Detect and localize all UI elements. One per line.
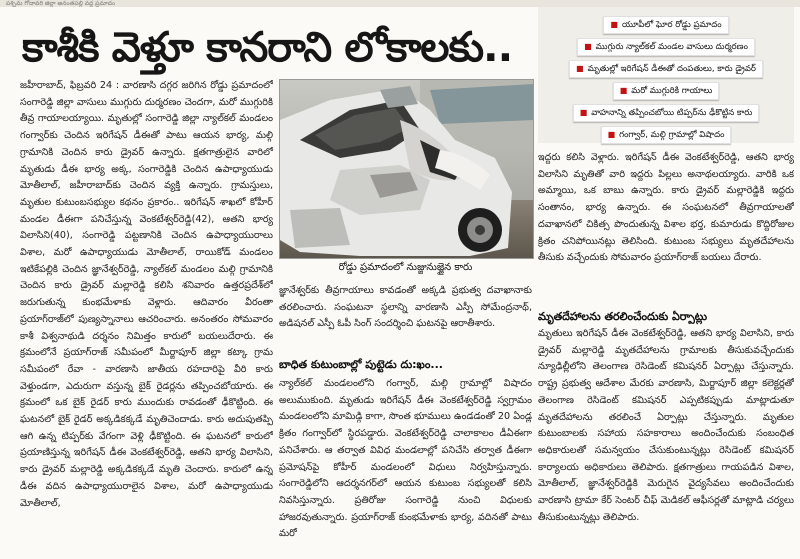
highlight-item: ■ యూపీలో ఘోర రోడ్డు ప్రమాదం: [538, 16, 794, 38]
article-paragraph: జహీరాబాద్‌, ఫిబ్రవరి 24 : వారణాసి దగ్గర జరిగిన రోడ్డు ప్రమాదంలో సంగారెడ్డి జిల్లా వాసులు ముగ్గురు దుర్మరణం చెందగా, మరో ముగ్గురికి తీవ్ర గాయాలయ్యాయి. మృతుల్లో సంగారెడ్డి జిల్లా న్యాల్‌కల్‌ మండలం గంగ్వార్‌కు చెందిన ఇరిగేషన్‌ డీఈతో పాటు ఆయన భార్య, మల్గి గ్రామానికి చెందిన కారు డ్రైవర్‌ ఉన్నారు. క్షతగాత్రులైన వారిలో మృతుడు డీఈ భార్య అక్క, సంగారెడ్డికి చెందిన ఉపాధ్యాయుడు మోతీలాల్‌, జహీరాబాద్‌కు చెందిన వ్యక్తి ఉన్నారు. గ్రామస్తులు, మృతుల కుటుంబసభ్యుల కథనం ప్రకారం.. ఇరిగేషన్‌ శాఖలో కోహీర్‌ మండల డీఈగా పనిచేస్తున్న వెంకటేశ్వర్‌రెడ్డి(42), ఆతని భార్య విలాసిని(40), సంగారెడ్డి పట్టణానికి చెందిన ఉపాధ్యాయురాలు విశాల, మరో ఉపాధ్యాయుడు మోతీలాల్‌, రాయికోడ్‌ మండలం ఇటికేపల్లికి చెందిన జ్ఞానేశ్వర్‌రెడ్డి, న్యాల్‌కల్‌ మండలం మల్గి గ్రామానికి చెందిన కారు డ్రైవర్‌ మల్లారెడ్డి కలిసి శనివారం ఉత్తరప్రదేశ్‌లో జరుగుతున్న కుంభమేళాకు వెళ్లారు. ఆదివారం వీరంతా ప్రయాగ్‌రాజ్‌లో పుణ్యస్నానాలు ఆచరించారు. అనంతరం సోమవారం కాశీ విశ్వనాథుడి దర్శనం నిమిత్తం కారులో బయలుదేరారు. ఈ క్రమంలోనే ప్రయాగ్‌రాజ్‌ సమీపంలో మీర్జాపూర్‌ జిల్లా కట్కా గ్రామ సమీపంలో రేవా - వారణాసి జాతీయ రహదారిపై వీరి కారు వెళ్తుండగా, ఎదురుగా వస్తున్న బైక్‌ రైడర్లను తప్పించబోయారు. ఈ క్రమంలో ఒక బైక్‌ రైడర్‌ కారు ముందుకు రావడంతో ఢీకొట్టింది. ఈ ఘటనలో బైక్‌ రైడర్‌ అక్కడికక్కడే మృతిచెందాడు. కారు అదుపుతప్పి ఆగి ఉన్న టిప్పర్‌కు వేగంగా వెళ్లి ఢీకొట్టింది. ఈ ఘటనలో కారులో ప్రయాణిస్తున్న ఇరిగేషన్‌ డీఈ వెంకటేశ్వర్‌రెడ్డి, ఆతని భార్య విలాసిని, కారు డ్రైవర్‌ మల్లారెడ్డి అక్కడికక్కడే మృతి చెందారు. కారులో ఉన్న డీఈ వదిన ఉపాధ్యాయురాలైన విశాల, మరో ఉపాధ్యాయుడు మోతీలాల్‌,: [20, 80, 273, 509]
bullet-icon: ■: [584, 42, 592, 51]
article-column-3b: [538, 326, 794, 559]
article-paragraph: జ్ఞానేశ్వర్‌కు తీవ్రగాయాలు కావడంతో అక్కడి ప్రభుత్వ దవాఖానాకు తరలించారు. సంఘటనా స్థలాన్ని వారణాసి ఎస్పీ సోమేంద్రనాథ్‌, అడిషనల్‌ ఎస్పీ ఓపీ సింగ్‌ సందర్శించి ఘటనపై ఆరాతీశారు.: [279, 285, 532, 330]
article-column-3a: [538, 150, 794, 302]
article-column-1: [20, 78, 273, 559]
bullet-icon: ■: [610, 20, 618, 29]
subheading-arrangements: మృతదేహాలను తరలించేందుకు ఏర్పాట్లు: [538, 310, 708, 323]
bullet-icon: ■: [576, 64, 584, 73]
article-column-2b: [279, 376, 532, 559]
highlight-item: ■ గంగ్వార్‌, మల్గి గ్రామాల్లో విషాదం: [538, 126, 794, 148]
photo-caption: రోడ్డు ప్రమాదంలో నుజ్జునుజ్జైన కారు: [338, 262, 473, 273]
article-paragraph: మృతులు ఇరిగేషన్‌ డీఈ వెంకటేశ్వర్‌రెడ్డి, ఆతని భార్య విలాసిని, కారు డ్రైవర్‌ మల్లారెడ్డి మృతదేహాలను గ్రామాలకు తీసుకువచ్చేందుకు న్యూఢిల్లీలోని తెలంగాణ రెసిడెంట్‌ కమిషనర్‌ ఏర్పాట్లు చేస్తున్నారు. రాష్ట్ర ప్రభుత్వ ఆదేశాల మేరకు వారణాసి, మిర్జాపూర్‌ జిల్లా కలెక్టర్లతో తెలంగాణ రెసిడెంట్‌ కమిషనర్‌ ఎప్పటికప్పుడు మాట్లాడుతూ మృతదేహాలను తరలించే ఏర్పాట్లు చేస్తున్నారు. మృతుల కుటుంబాలకు సహాయ సహకారాలు అందించేందుకు సంబంధిత అధికారులతో సమన్వయం చేసుకుంటున్నట్లు రెసిడెంట్‌ కమిషనర్‌ కార్యాలయ అధికారులు తెలిపారు. క్షతగాత్రులు గాయపడిన విశాల, మోతీలాల్‌, జ్ఞానేశ్వర్‌రెడ్డికి మెరుగైన వైద్యసేవలు అందించేందుకు వారణాసి ట్రామా కేర్‌ సెంటర్‌ చీఫ్‌ మెడికల్‌ ఆఫీసర్లతో మాట్లాడి చర్యలు తీసుకుంటున్నట్లు తెలిపారు.: [538, 328, 794, 523]
bullet-icon: ■: [619, 86, 628, 95]
subheading-grief: బాధిత కుటుంబాల్లో పుట్టెడు దు:ఖం...: [279, 358, 443, 371]
crashed-car-image: [280, 80, 533, 258]
top-strip: పశ్చిమ గోదావరి జిల్లా అనంతపల్లి వద్ద ప్రమాదం: [0, 0, 800, 7]
bullet-icon: ■: [607, 130, 616, 139]
bullet-icon: ■: [579, 108, 588, 117]
accident-photo: [279, 79, 534, 259]
article-column-2a: [279, 283, 532, 353]
highlight-item: ■ వాహనాన్ని తప్పించబోయి టిప్పర్‌ను ఢీకొట్టిన కారు: [538, 104, 794, 126]
article-paragraph: న్యాల్‌కల్‌ మండలంలోని గంగ్వార్‌, మల్గి గ్రామాల్లో విషాదం అలుముకుంది. మృతుడు ఇరిగేషన్‌ డీఈ వెంకటేశ్వర్‌రెడ్డి స్వగ్రామం మండలంలోని మామిడ్గి కాగా, సొంత భూములు ఉండడంతో 20 ఏండ్ల క్రితం గంగ్వార్‌లో స్థిరపడ్డారు. వెంకటేశ్వర్‌రెడ్డి చాలాకాలం డీఏఈగా పనిచేశారు. ఆ తర్వాత వివిధ మండలాల్లో పనిచేసి తర్వాత డీఈగా ప్రమోషన్‌పై కోహీర్‌ మండలంలో విధులు నిర్వహిస్తున్నారు. సంగారెడ్డిలోని ఆదర్శనగర్‌లో ఆయన కుటుంబ సభ్యులతో కలిసి నివసిస్తున్నారు. ప్రతిరోజు సంగారెడ్డి నుంచి విధులకు హాజరవుతున్నారు. ప్రయాగ్‌రాజ్‌ కుంభమేళాకు భార్య, వదినతో పాటు మరో: [279, 378, 532, 540]
headline: కాశీకి వెళ్తూ కానరాని లోకాలకు..: [22, 23, 513, 71]
highlights-box: [538, 7, 794, 143]
highlight-item: ■ మృతుల్లో ఇరిగేషన్‌ డీఈతో దంపతులు, కారు డ్రైవర్‌: [538, 60, 794, 82]
highlight-item: ■ మరో ముగ్గురికి గాయాలు: [538, 82, 794, 104]
highlight-item: ■ ముగ్గురు న్యాల్‌కల్‌ మండల వాసులు దుర్మరణం: [538, 38, 794, 60]
article-paragraph: ఇద్దరు కలిసి వెళ్లారు. ఇరిగేషన్‌ డీఈ వెంకటేశ్వర్‌రెడ్డి, ఆతని భార్య విలాసిని మృతితో వారి ఇద్దరు పిల్లలు అనాథలయ్యారు. వారికి ఒక అమ్మాయి, ఒక బాబు ఉన్నారు. కారు డ్రైవర్‌ మల్లారెడ్డికి ఇద్దరు సంతానం, భార్య ఉన్నారు. ఈ సంఘటనలో తీవ్రగాయాలతో దవాఖానలో చికిత్స పొందుతున్న విశాల భర్త, కుమారుడు కొద్దిరోజుల క్రితం చనిపోయినట్లు తెలిసింది. కుటుంబ సభ్యులు మృతదేహాలను తీసుకు వచ్చేందుకు సోమవారం ప్రయాగ్‌రాజ్‌ బయలు దేరారు.: [538, 152, 794, 264]
